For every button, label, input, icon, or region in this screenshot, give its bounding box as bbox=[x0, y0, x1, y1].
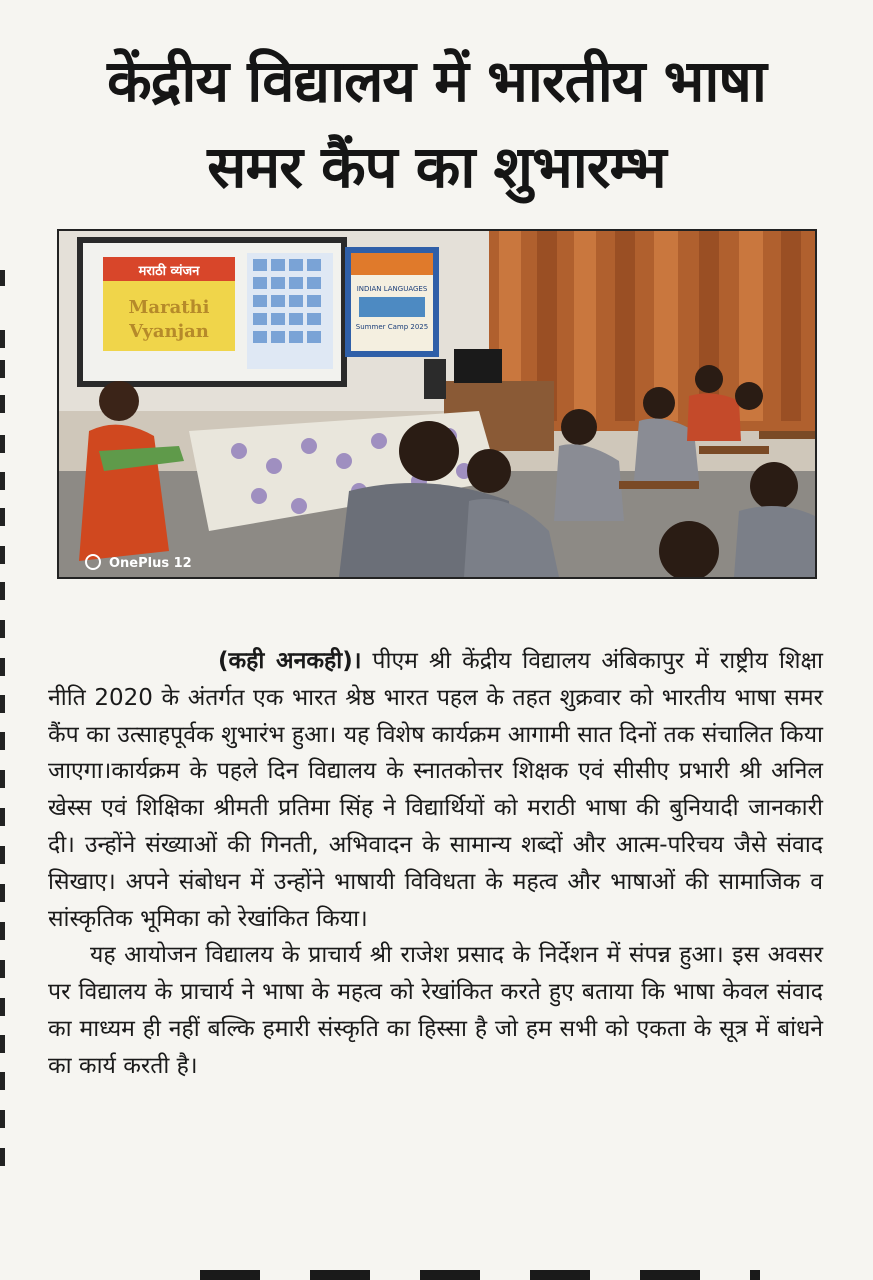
board-latin-line-1: Marathi bbox=[128, 297, 210, 318]
headline-line-1: केंद्रीय विद्यालय में भारतीय भाषा bbox=[107, 47, 766, 115]
dateline: (कही अनकही)। bbox=[218, 648, 362, 674]
poster-line-2: Summer Camp 2025 bbox=[355, 323, 429, 331]
article-paragraph-1 bbox=[48, 643, 823, 937]
left-column-edge-fragments bbox=[0, 250, 12, 1180]
headline bbox=[30, 38, 843, 210]
article-body bbox=[48, 643, 823, 1085]
cropped-next-headline bbox=[200, 1268, 760, 1280]
board-hindi-title: मराठी व्यंजन bbox=[138, 264, 200, 279]
poster-line-1: INDIAN LANGUAGES bbox=[356, 285, 428, 293]
article-paragraph-2: यह आयोजन विद्यालय के प्राचार्य श्री राजेश प्रसाद के निर्देशन में संपन्न हुआ। इस अवसर पर विद्यालय के प्राचार्य ने भाषा के महत्व को रेखांकित करते हुए बताया कि भाषा केवल संवाद का माध्यम ही नहीं बल्कि हमारी संस्कृति का हिस्सा है जो हम सभी को एकता के सूत्र में बांधने का कार्य करती है। bbox=[48, 942, 823, 1079]
summer-camp-poster bbox=[345, 247, 439, 357]
smart-board bbox=[77, 237, 347, 387]
camera-watermark-text: OnePlus 12 bbox=[109, 556, 192, 571]
paragraph-1-text: पीएम श्री केंद्रीय विद्यालय अंबिकापुर में राष्ट्रीय शिक्षा नीति 2020 के अंतर्गत एक भारत श्रेष्ठ भारत पहल के तहत शुक्रवार को भारतीय भाषा समर कैंप का उत्साहपूर्वक शुभारंभ हुआ। यह विशेष कार्यक्रम आगामी सात दिनों तक संचालित किया जाएगा।कार्यक्रम के पहले दिन विद्यालय के स्नातकोत्तर शिक्षक एवं सीसीए प्रभारी श्री अनिल खेस्स एवं शिक्षिका श्रीमती प्रतिमा सिंह ने विद्यार्थियों को मराठी भाषा की बुनियादी जानकारी दी। उन्होंने संख्याओं की गिनती, अभिवादन के सामान्य शब्दों और आत्म-परिचय जैसे संवाद सिखाए। अपने संबोधन में उन्होंने भाषायी विविधता के महत्व और भाषाओं की सामाजिक व सांस्कृतिक भूमिका को रेखांकित किया। bbox=[48, 648, 823, 932]
classroom-photo bbox=[57, 229, 817, 579]
headline-line-2: समर कैंप का शुभारम्भ bbox=[207, 133, 666, 201]
cropped-previous-article-strip bbox=[0, 0, 873, 14]
board-latin-line-2: Vyanjan bbox=[129, 321, 209, 342]
